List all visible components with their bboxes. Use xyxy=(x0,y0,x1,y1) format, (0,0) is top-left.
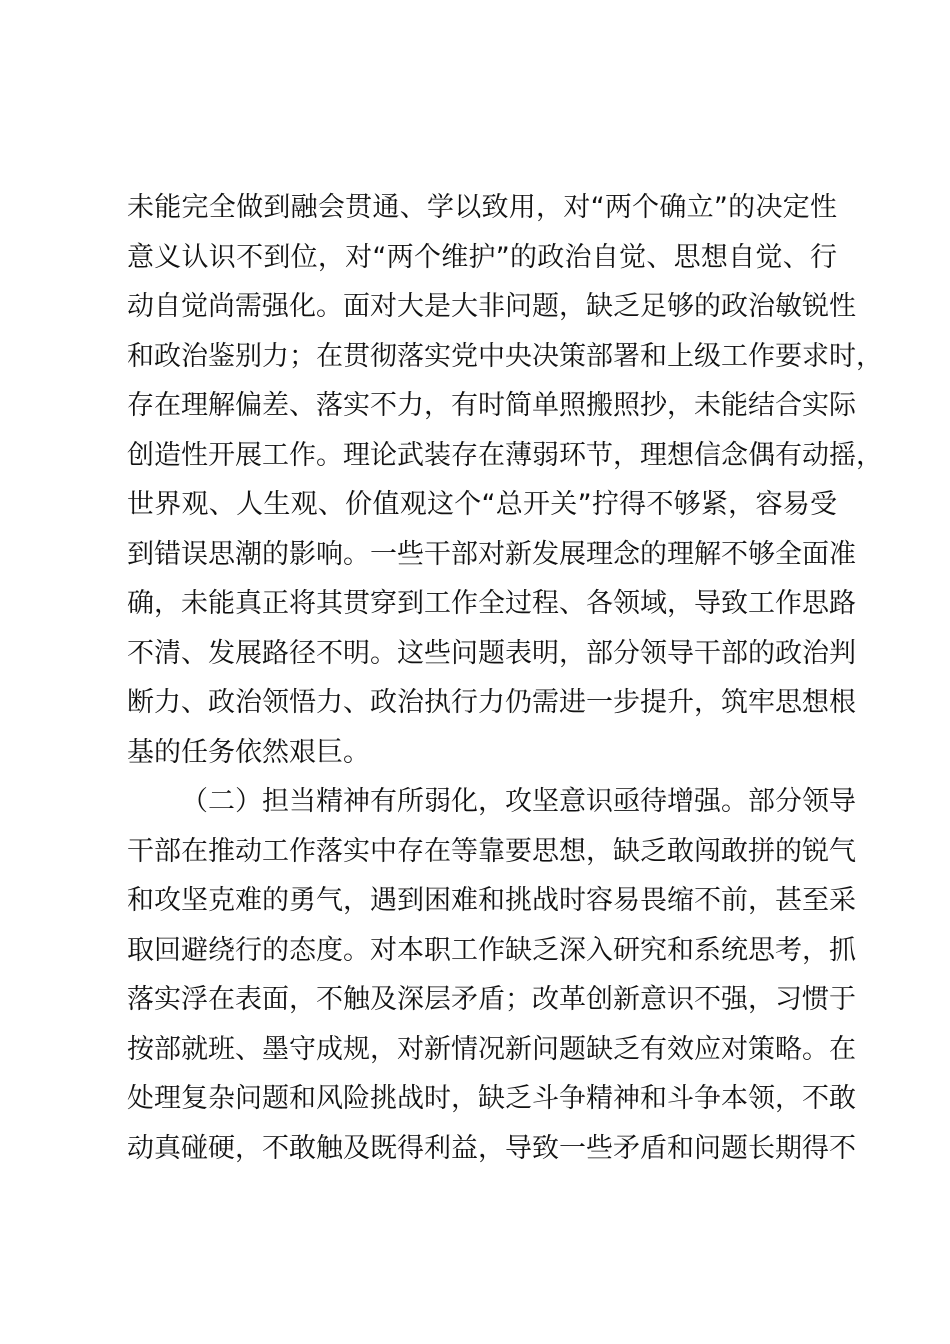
text-line: 按部就班、墨守成规，对新情况新问题缺乏有效应对策略。在 xyxy=(127,1033,856,1065)
paragraph-1 xyxy=(127,183,883,777)
text-line: 干部在推动工作落实中存在等靠要思想，缺乏敢闯敢拼的锐气 xyxy=(127,835,856,867)
text-line: 存在理解偏差、落实不力，有时简单照搬照抄，未能结合实际 xyxy=(127,390,856,421)
paragraph-2 xyxy=(127,777,856,1173)
text-line: 取回避绕行的态度。对本职工作缺乏深入研究和系统思考，抓 xyxy=(127,934,856,966)
section-heading-line: （二）担当精神有所弱化，攻坚意识亟待增强。部分领导 xyxy=(181,786,856,817)
text-line: 断力、政治领悟力、政治执行力仍需进一步提升，筑牢思想根 xyxy=(127,687,856,718)
text-line: 和攻坚克难的勇气，遇到困难和挑战时容易畏缩不前，甚至采 xyxy=(127,885,856,916)
text-line: 世界观、人生观、价值观这个“总开关”拧得不够紧，容易受 xyxy=(127,489,837,520)
text-line: 不清、发展路径不明。这些问题表明，部分领导干部的政治判 xyxy=(127,637,856,669)
text-line: 基的任务依然艰巨。 xyxy=(127,736,370,768)
text-line: 和政治鉴别力；在贯彻落实党中央决策部署和上级工作要求时， xyxy=(127,340,883,372)
text-line: 未能完全做到融会贯通、学以致用，对“两个确立”的决定性 xyxy=(127,192,837,223)
text-line: 到错误思潮的影响。一些干部对新发展理念的理解不够全面准 xyxy=(127,538,856,570)
text-line: 处理复杂问题和风险挑战时，缺乏斗争精神和斗争本领，不敢 xyxy=(127,1083,856,1114)
text-line: 创造性开展工作。理论武装存在薄弱环节，理想信念偶有动摇， xyxy=(127,439,883,471)
text-line: 动真碰硬，不敢触及既得利益，导致一些矛盾和问题长期得不 xyxy=(127,1132,856,1164)
text-line: 动自觉尚需强化。面对大是大非问题，缺乏足够的政治敏锐性 xyxy=(127,291,856,322)
text-line: 意义认识不到位，对“两个维护”的政治自觉、思想自觉、行 xyxy=(127,241,837,273)
text-line: 落实浮在表面，不触及深层矛盾；改革创新意识不强，习惯于 xyxy=(127,984,856,1015)
text-line: 确，未能真正将其贯穿到工作全过程、各领域，导致工作思路 xyxy=(127,588,856,619)
body-text xyxy=(127,183,883,1173)
